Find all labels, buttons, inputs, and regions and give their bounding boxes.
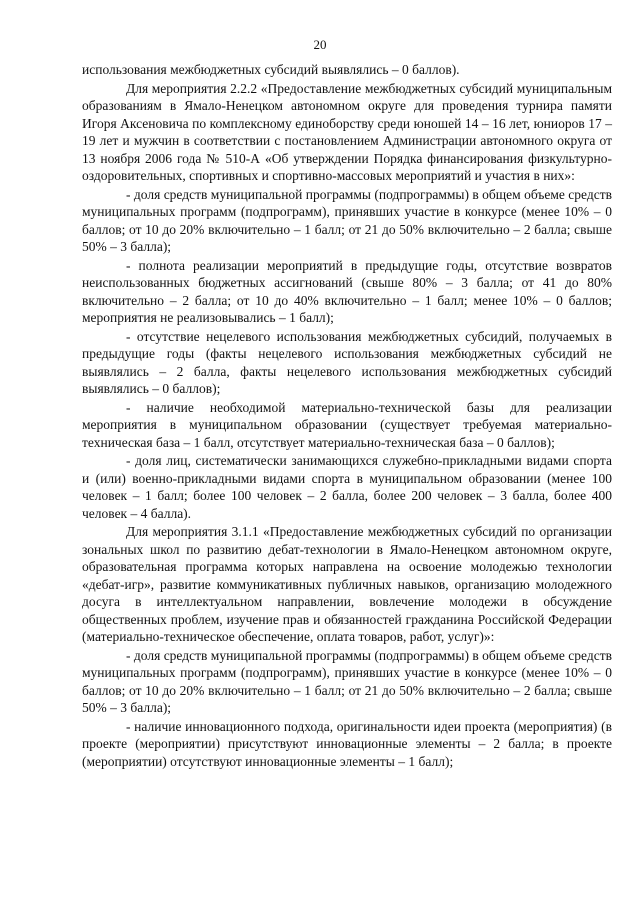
criterion-no-misuse: - отсутствие нецелевого использования межбюджетных субсидий, получаемых в предыдущие годы (факты нецелевого использования межбюджетных субсидий не выявлялись – 2 балла, факты нецелевого использования межбюджетных субсидий выявлялись – 0 баллов); <box>82 328 612 396</box>
criterion-innovation: - наличие инновационного подхода, оригинальности идеи проекта (мероприятия) (в проекте (мероприятии) присутствуют инновационные элементы – 2 балла; в проекте (мероприятии) отсутствуют инновационные элементы – 1 балл); <box>82 718 612 769</box>
paragraph-measure-2-2-2: Для мероприятия 2.2.2 «Предоставление межбюджетных субсидий муниципальным образованиям в Ямало-Ненецком автономном округе для проведения турнира памяти Игоря Аксеновича по комплексному единоборству среди юношей 14 – 16 лет, юниоров 17 – 19 лет и мужчин в соответствии с постановлением Администрации автономного округа от 13 ноября 2006 года № 510-А «Об утверждении Порядка финансирования физкультурно-оздоровительных, спортивных и спортивно-массовых мероприятий и участия в них»: <box>82 80 612 183</box>
criterion-participants-share: - доля лиц, систематически занимающихся служебно-прикладными видами спорта и (или) военно-прикладными видами спорта в муниципальном образовании (менее 100 человек – 1 балл; более 100 человек – 2 балла, более 200 человек – 3 балла, более 400 человек – 4 балла). <box>82 453 612 521</box>
criterion-budget-share: - доля средств муниципальной программы (подпрограммы) в общем объеме средств муниципальных программ (подпрограмм), принявших участие в конкурсе (менее 10% – 0 баллов; от 10 до 20% включительно – 1 балл; от 21 до 50% включительно – 2 балла; свыше 50% – 3 балла); <box>82 186 612 254</box>
document-body <box>82 60 612 770</box>
criterion-budget-share-2: - доля средств муниципальной программы (подпрограммы) в общем объеме средств муниципальных программ (подпрограмм), принявших участие в конкурсе (менее 10% – 0 баллов; от 10 до 20% включительно – 1 балл; от 21 до 50% включительно – 2 балла; свыше 50% – 3 балла); <box>82 647 612 715</box>
criterion-material-base: - наличие необходимой материально-технической базы для реализации мероприятия в муниципальном образовании (существует требуемая материально-техническая база – 1 балл, отсутствует материально-техническая база – 0 баллов); <box>82 399 612 450</box>
criterion-implementation-completeness: - полнота реализации мероприятий в предыдущие годы, отсутствие возвратов неиспользованных бюджетных ассигнований (свыше 80% – 3 балла; от 41 до 80% включительно – 2 балла; от 10 до 40% включительно – 1 балл; менее 10% – 0 баллов; мероприятия не реализовывались – 1 балл); <box>82 257 612 325</box>
paragraph-measure-3-1-1: Для мероприятия 3.1.1 «Предоставление межбюджетных субсидий по организации зональных школ по развитию дебат-технологии в Ямало-Ненецком автономном округе, образовательная программа которых направлена на освоение молодежью технологии «дебат-игр», развитие коммуникативных публичных навыков, организацию молодежного досуга в интеллектуальном направлении, вовлечение молодежи в обсуждение общественных проблем, изучение прав и обязанностей гражданина Российской Федерации (материально-техническое обеспечение, оплата товаров, работ, услуг)»: <box>82 524 612 644</box>
paragraph-continuation: использования межбюджетных субсидий выявлялись – 0 баллов). <box>82 62 460 77</box>
page-number: 20 <box>313 37 327 52</box>
